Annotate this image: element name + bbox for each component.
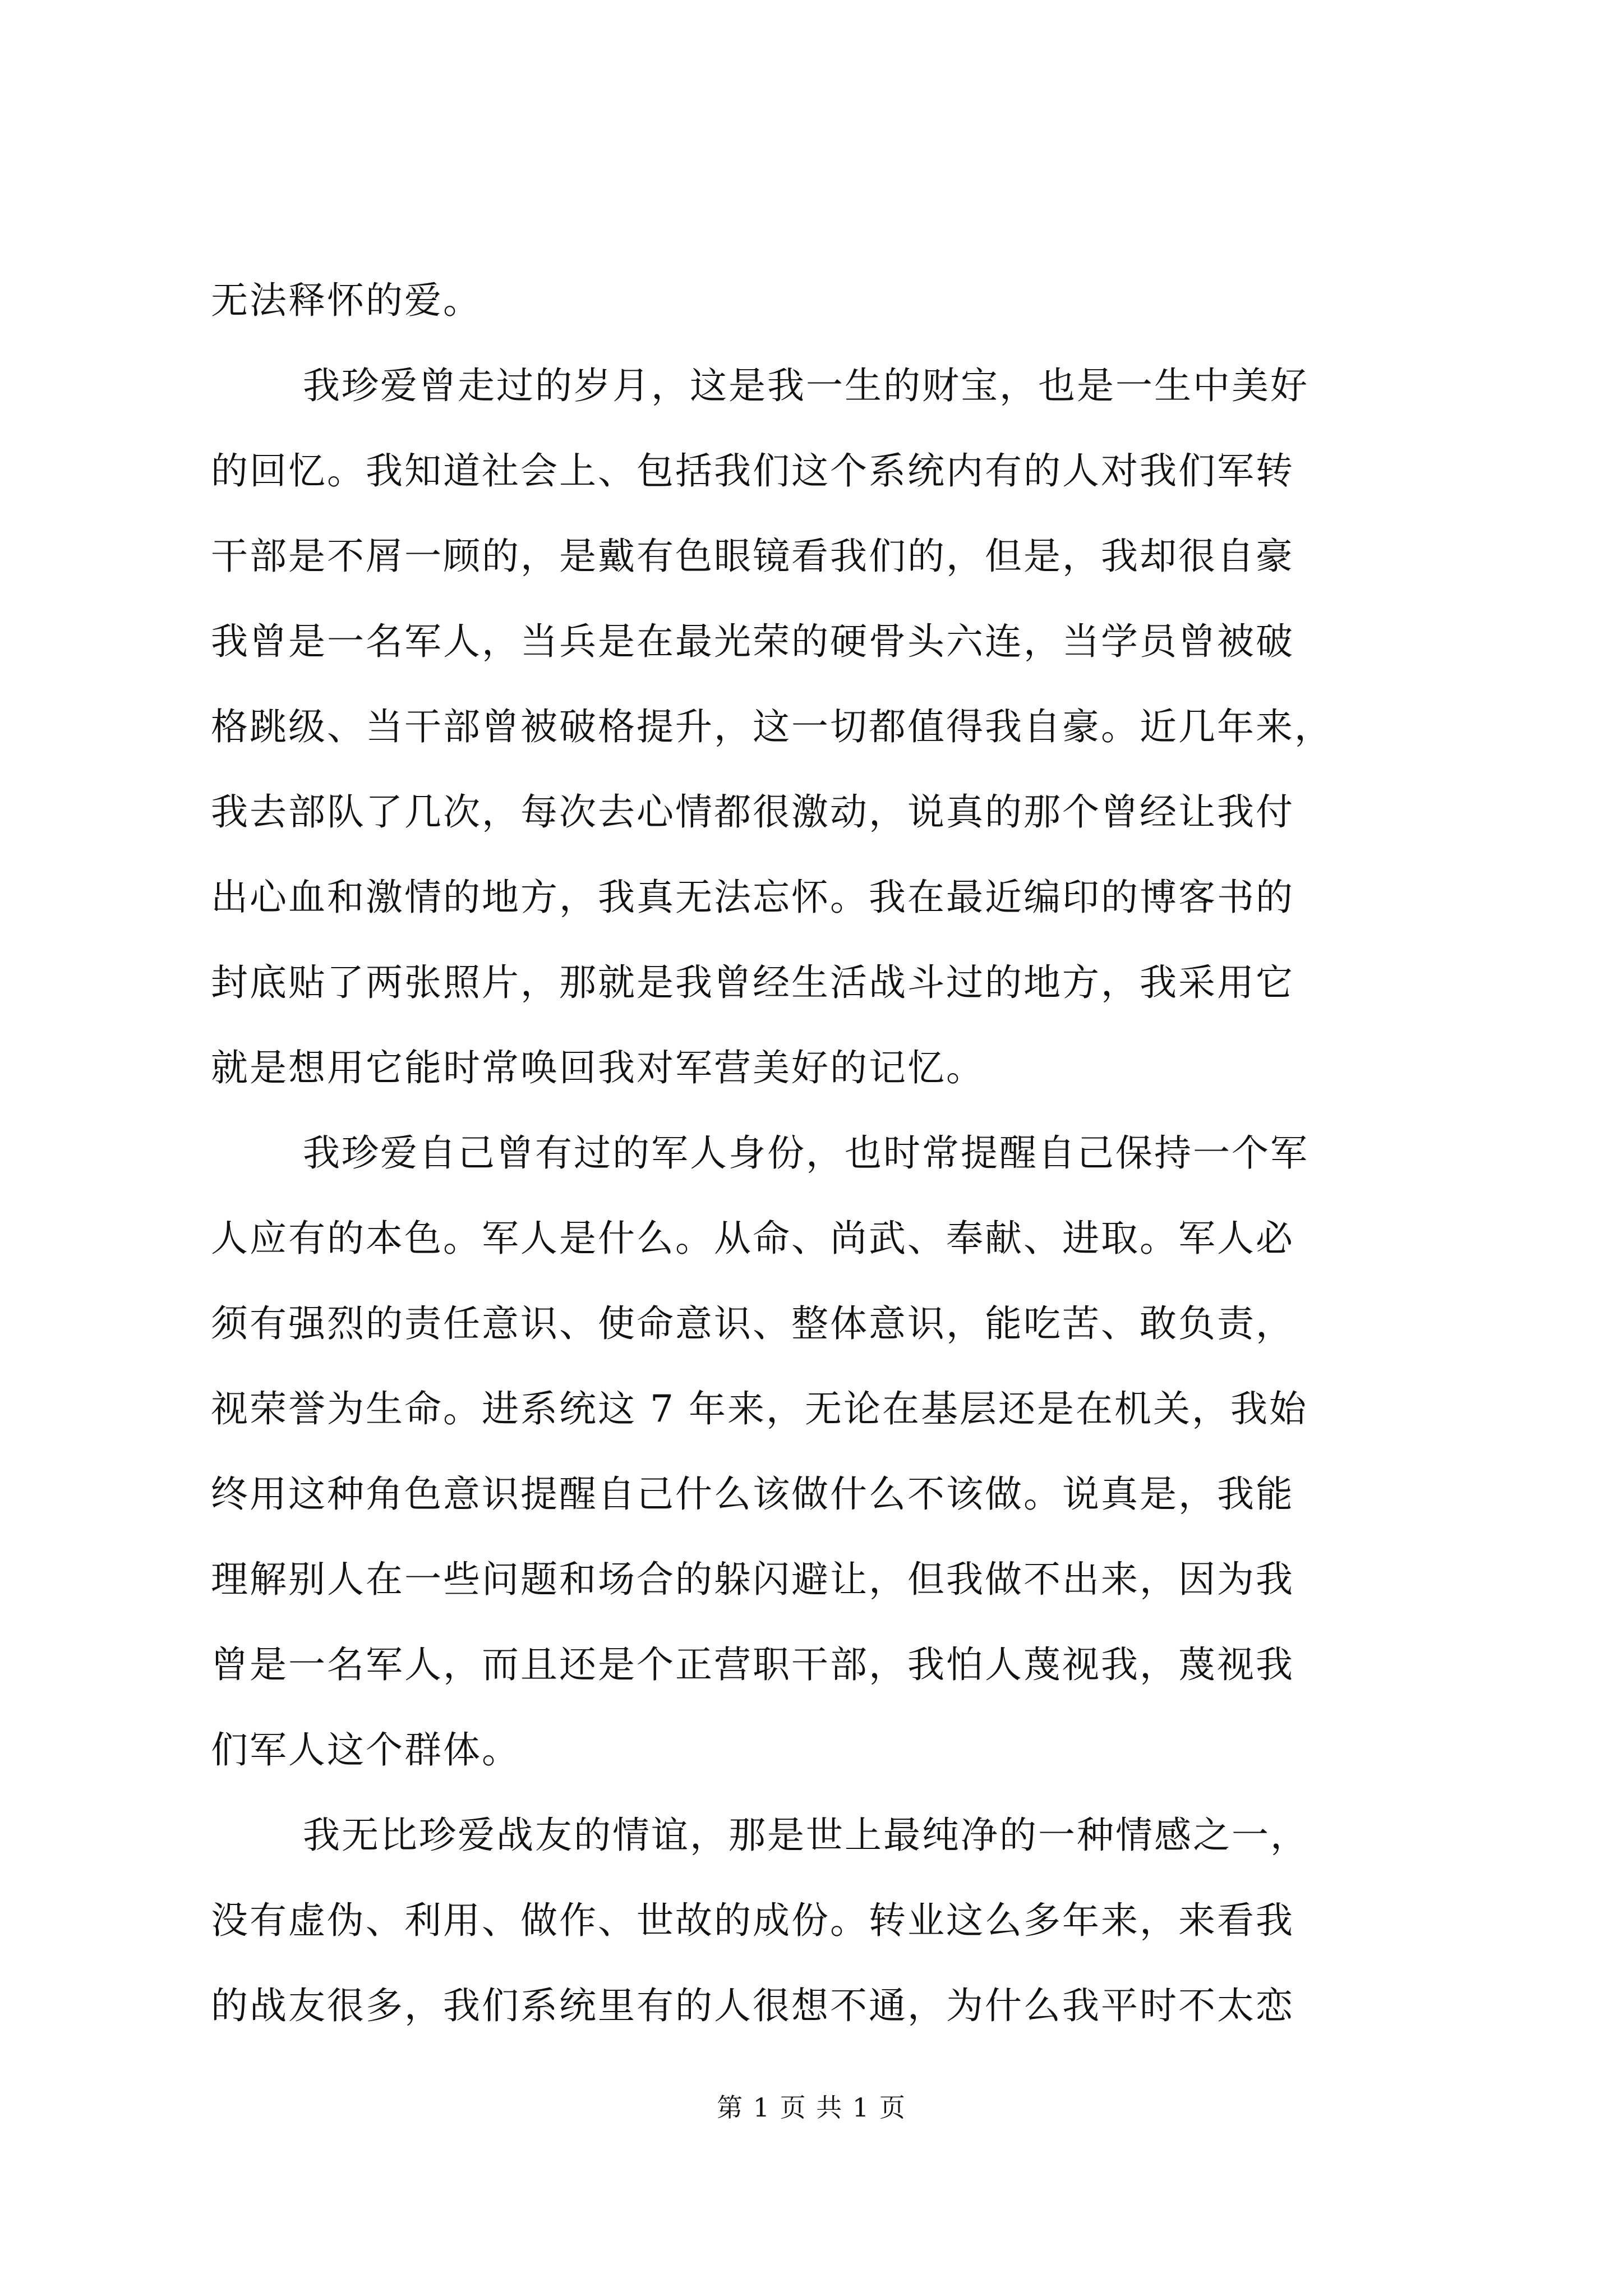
text-line: 视荣誉为生命。进系统这 7 年来，无论在基层还是在机关，我始 [211,1387,1308,1430]
text-line: 须有强烈的责任意识、使命意识、整体意识，能吃苦、敢负责， [211,1302,1294,1345]
body-text [211,258,1422,2076]
text-line: 的回忆。我知道社会上、包括我们这个系统内有的人对我们军转 [211,449,1294,493]
text-line: 我曾是一名军人，当兵是在最光荣的硬骨头六连，当学员曾被破 [211,620,1294,663]
text-line: 人应有的本色。军人是什么。从命、尚武、奉献、进取。军人必 [211,1217,1294,1260]
text-line: 格跳级、当干部曾被破格提升，这一切都值得我自豪。近几年来， [211,705,1333,748]
text-line: 理解别人在一些问题和场合的躲闪避让，但我做不出来，因为我 [211,1558,1294,1601]
text-line: 我无比珍爱战友的情谊，那是世上最纯净的一种情感之一， [303,1814,1309,1857]
text-line: 封底贴了两张照片，那就是我曾经生活战斗过的地方，我采用它 [211,961,1294,1004]
text-line: 我珍爱曾走过的岁月，这是我一生的财宝，也是一生中美好 [303,364,1309,407]
text-line: 干部是不屑一顾的，是戴有色眼镜看我们的，但是，我却很自豪 [211,535,1294,578]
text-line: 终用这种角色意识提醒自己什么该做什么不该做。说真是，我能 [211,1473,1294,1516]
text-line: 没有虚伪、利用、做作、世故的成份。转业这么多年来，来看我 [211,1899,1294,1942]
text-line: 就是想用它能时常唤回我对军营美好的记忆。 [211,1046,985,1089]
page-footer: 第 1 页 共 1 页 [717,2092,906,2123]
text-line: 们军人这个群体。 [211,1728,520,1772]
text-line: 曾是一名军人，而且还是个正营职干部，我怕人蔑视我，蔑视我 [211,1643,1294,1686]
text-line: 我去部队了几次，每次去心情都很激动，说真的那个曾经让我付 [211,790,1294,834]
text-line: 的战友很多，我们系统里有的人很想不通，为什么我平时不太恋 [211,1984,1294,2027]
text-line: 我珍爱自己曾有过的军人身份，也时常提醒自己保持一个军 [303,1131,1309,1175]
text-line: 出心血和激情的地方，我真无法忘怀。我在最近编印的博客书的 [211,876,1294,919]
text-line: 无法释怀的爱。 [211,279,482,322]
